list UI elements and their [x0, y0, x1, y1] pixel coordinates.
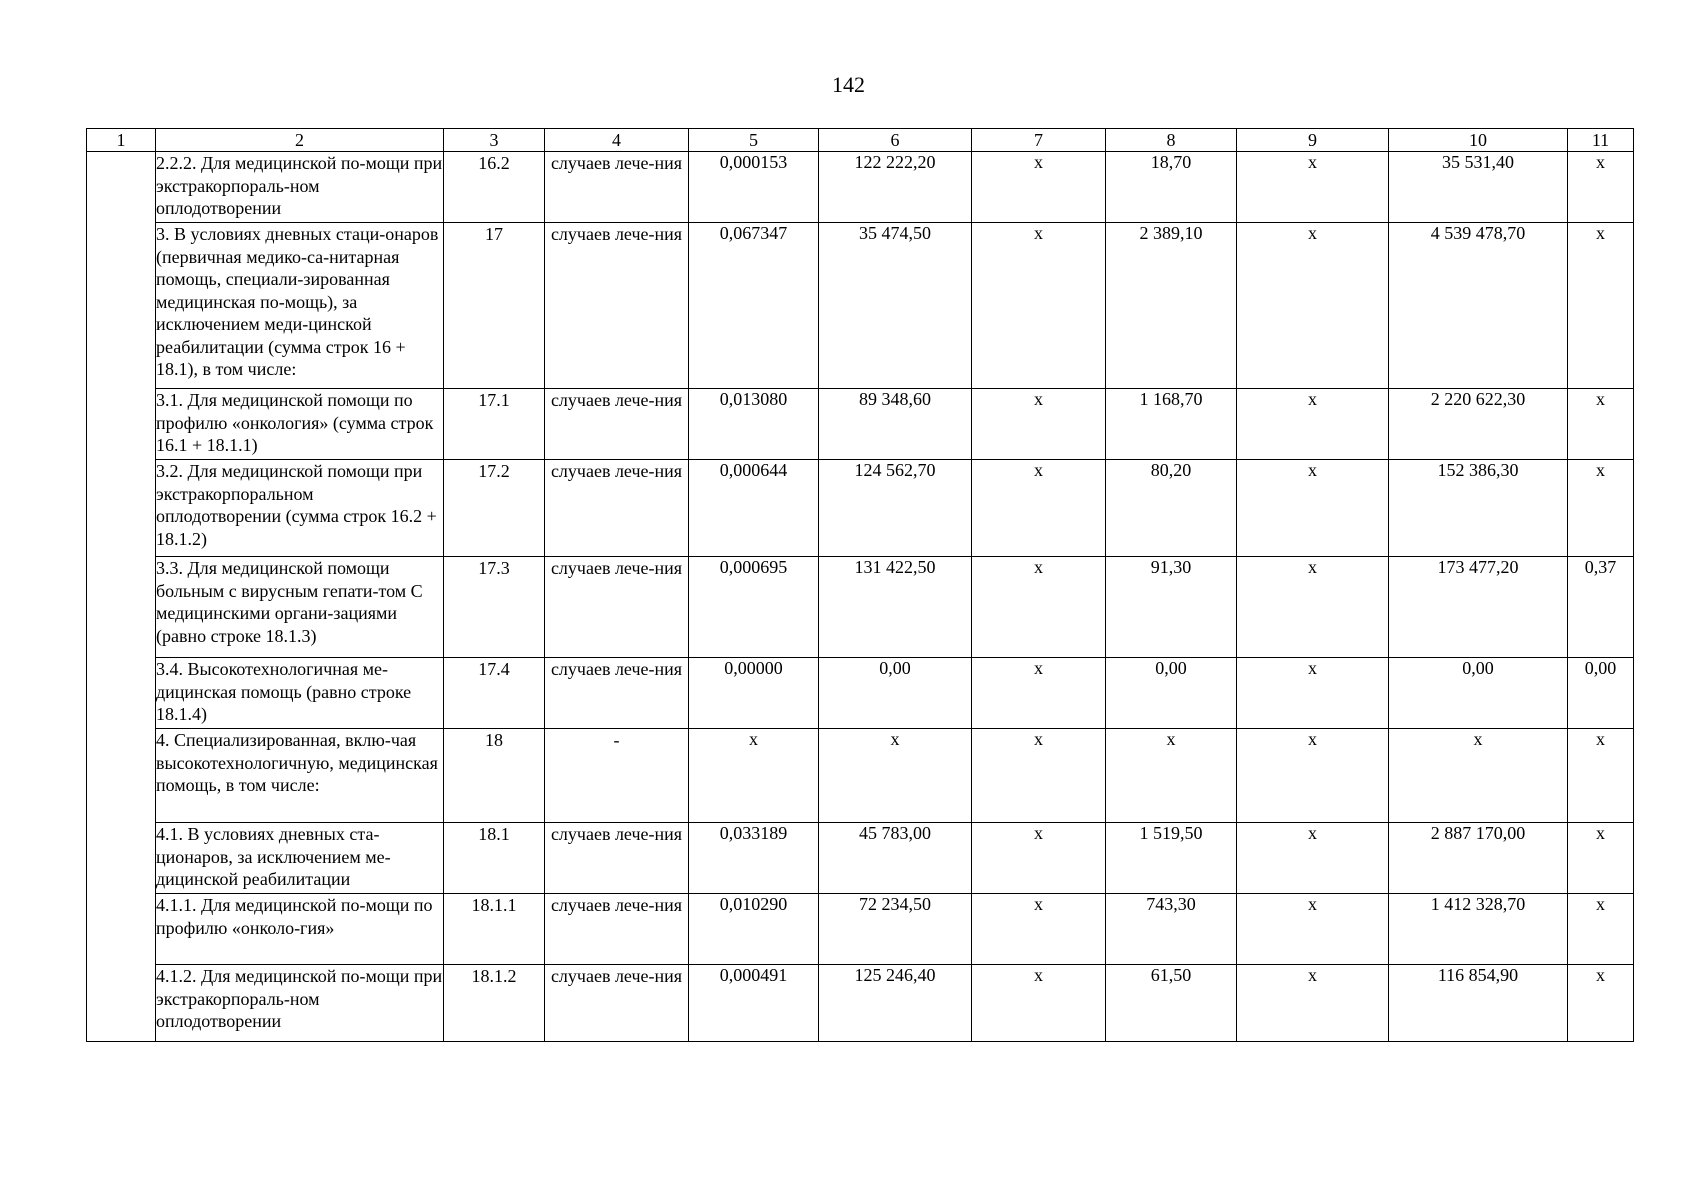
table-row	[87, 658, 1634, 729]
col7-cell: х	[972, 823, 1106, 894]
column-header: 3	[444, 129, 545, 152]
col10-cell: 173 477,20	[1389, 557, 1568, 658]
row-line-number-cell: 16.2	[444, 152, 545, 223]
col8-cell: 61,50	[1106, 965, 1237, 1042]
column-header: 5	[689, 129, 819, 152]
col5-cell: 0,067347	[689, 223, 819, 389]
col8-cell: х	[1106, 729, 1237, 823]
col9-cell: х	[1237, 894, 1389, 965]
row-line-number-cell: 18.1.1	[444, 894, 545, 965]
row-name-cell: 3.1. Для медицинской помощи по профилю «онкология» (сумма строк 16.1 + 18.1.1)	[156, 389, 444, 460]
col8-cell: 80,20	[1106, 460, 1237, 557]
row-name-cell: 4.1. В условиях дневных ста-ционаров, за исключением ме-дицинской реабилитации	[156, 823, 444, 894]
row-line-number-cell: 18.1.2	[444, 965, 545, 1042]
row-line-number-cell: 17.4	[444, 658, 545, 729]
col5-cell: 0,000695	[689, 557, 819, 658]
column-header: 6	[819, 129, 972, 152]
col10-cell: 1 412 328,70	[1389, 894, 1568, 965]
col5-cell: 0,033189	[689, 823, 819, 894]
col5-cell: 0,000491	[689, 965, 819, 1042]
col7-cell: х	[972, 152, 1106, 223]
col8-cell: 743,30	[1106, 894, 1237, 965]
col9-cell: х	[1237, 823, 1389, 894]
col10-cell: 116 854,90	[1389, 965, 1568, 1042]
col11-cell: х	[1568, 152, 1634, 223]
row-line-number-cell: 17.2	[444, 460, 545, 557]
empty-first-column-cell	[87, 152, 156, 1042]
col7-cell: х	[972, 894, 1106, 965]
col7-cell: х	[972, 965, 1106, 1042]
col6-cell: 131 422,50	[819, 557, 972, 658]
table-row	[87, 965, 1634, 1042]
col10-cell: х	[1389, 729, 1568, 823]
col11-cell: х	[1568, 729, 1634, 823]
col11-cell: х	[1568, 460, 1634, 557]
row-name-cell: 3.2. Для медицинской помощи при экстракорпоральном оплодотворении (сумма строк 16.2 + 18.1.2)	[156, 460, 444, 557]
col5-cell: 0,013080	[689, 389, 819, 460]
col6-cell: 0,00	[819, 658, 972, 729]
col9-cell: х	[1237, 729, 1389, 823]
col11-cell: 0,00	[1568, 658, 1634, 729]
column-header: 9	[1237, 129, 1389, 152]
col8-cell: 91,30	[1106, 557, 1237, 658]
col9-cell: х	[1237, 658, 1389, 729]
column-header: 2	[156, 129, 444, 152]
col9-cell: х	[1237, 965, 1389, 1042]
table-row	[87, 729, 1634, 823]
col8-cell: 0,00	[1106, 658, 1237, 729]
col10-cell: 35 531,40	[1389, 152, 1568, 223]
column-header: 7	[972, 129, 1106, 152]
col5-cell: 0,00000	[689, 658, 819, 729]
col10-cell: 2 220 622,30	[1389, 389, 1568, 460]
table-row	[87, 894, 1634, 965]
col11-cell: х	[1568, 223, 1634, 389]
row-line-number-cell: 17.1	[444, 389, 545, 460]
column-header: 4	[545, 129, 689, 152]
col10-cell: 152 386,30	[1389, 460, 1568, 557]
table-row	[87, 223, 1634, 389]
row-unit-cell: случаев лече-ния	[545, 460, 689, 557]
column-header: 1	[87, 129, 156, 152]
row-unit-cell: случаев лече-ния	[545, 823, 689, 894]
row-line-number-cell: 17	[444, 223, 545, 389]
col8-cell: 1 168,70	[1106, 389, 1237, 460]
col7-cell: х	[972, 658, 1106, 729]
row-unit-cell: случаев лече-ния	[545, 223, 689, 389]
table-row	[87, 460, 1634, 557]
col6-cell: 72 234,50	[819, 894, 972, 965]
row-name-cell: 4.1.2. Для медицинской по-мощи при экстракорпораль-ном оплодотворении	[156, 965, 444, 1042]
col11-cell: 0,37	[1568, 557, 1634, 658]
row-name-cell: 3.3. Для медицинской помощи больным с вирусным гепати-том С медицинскими органи-зациями (равно строке 18.1.3)	[156, 557, 444, 658]
column-header: 8	[1106, 129, 1237, 152]
col5-cell: 0,000644	[689, 460, 819, 557]
col11-cell: х	[1568, 894, 1634, 965]
col9-cell: х	[1237, 389, 1389, 460]
row-unit-cell: случаев лече-ния	[545, 658, 689, 729]
col6-cell: 125 246,40	[819, 965, 972, 1042]
col6-cell: 124 562,70	[819, 460, 972, 557]
row-name-cell: 4.1.1. Для медицинской по-мощи по профилю «онколо-гия»	[156, 894, 444, 965]
data-table	[86, 128, 1634, 1042]
row-name-cell: 3.4. Высокотехнологичная ме-дицинская помощь (равно строке 18.1.4)	[156, 658, 444, 729]
col6-cell: 89 348,60	[819, 389, 972, 460]
table-row	[87, 557, 1634, 658]
col11-cell: х	[1568, 389, 1634, 460]
row-unit-cell: случаев лече-ния	[545, 389, 689, 460]
row-unit-cell: случаев лече-ния	[545, 965, 689, 1042]
row-line-number-cell: 18	[444, 729, 545, 823]
col7-cell: х	[972, 460, 1106, 557]
col9-cell: х	[1237, 223, 1389, 389]
col5-cell: х	[689, 729, 819, 823]
col10-cell: 4 539 478,70	[1389, 223, 1568, 389]
page-number: 142	[832, 72, 865, 97]
table-row	[87, 823, 1634, 894]
row-unit-cell: -	[545, 729, 689, 823]
row-line-number-cell: 18.1	[444, 823, 545, 894]
header-row	[87, 129, 1634, 152]
col8-cell: 2 389,10	[1106, 223, 1237, 389]
col6-cell: 35 474,50	[819, 223, 972, 389]
col11-cell: х	[1568, 823, 1634, 894]
col9-cell: х	[1237, 557, 1389, 658]
col8-cell: 18,70	[1106, 152, 1237, 223]
col10-cell: 2 887 170,00	[1389, 823, 1568, 894]
row-name-cell: 2.2.2. Для медицинской по-мощи при экстракорпораль-ном оплодотворении	[156, 152, 444, 223]
col11-cell: х	[1568, 965, 1634, 1042]
column-header: 10	[1389, 129, 1568, 152]
row-name-cell: 4. Специализированная, вклю-чая высокотехнологичную, медицинская помощь, в том числе:	[156, 729, 444, 823]
row-line-number-cell: 17.3	[444, 557, 545, 658]
col6-cell: 45 783,00	[819, 823, 972, 894]
column-header: 11	[1568, 129, 1634, 152]
col7-cell: х	[972, 389, 1106, 460]
col7-cell: х	[972, 223, 1106, 389]
table-row	[87, 389, 1634, 460]
col9-cell: х	[1237, 152, 1389, 223]
col6-cell: 122 222,20	[819, 152, 972, 223]
col8-cell: 1 519,50	[1106, 823, 1237, 894]
col9-cell: х	[1237, 460, 1389, 557]
table-row	[87, 152, 1634, 223]
col6-cell: х	[819, 729, 972, 823]
row-unit-cell: случаев лече-ния	[545, 557, 689, 658]
col10-cell: 0,00	[1389, 658, 1568, 729]
col7-cell: х	[972, 729, 1106, 823]
row-unit-cell: случаев лече-ния	[545, 894, 689, 965]
col5-cell: 0,010290	[689, 894, 819, 965]
row-unit-cell: случаев лече-ния	[545, 152, 689, 223]
col7-cell: х	[972, 557, 1106, 658]
col5-cell: 0,000153	[689, 152, 819, 223]
row-name-cell: 3. В условиях дневных стаци-онаров (первичная медико-са-нитарная помощь, специали-зированная медицинская по-мощь), за исключением меди-цинской реабилитации (сумма строк 16 + 18.1), в том числе:	[156, 223, 444, 389]
